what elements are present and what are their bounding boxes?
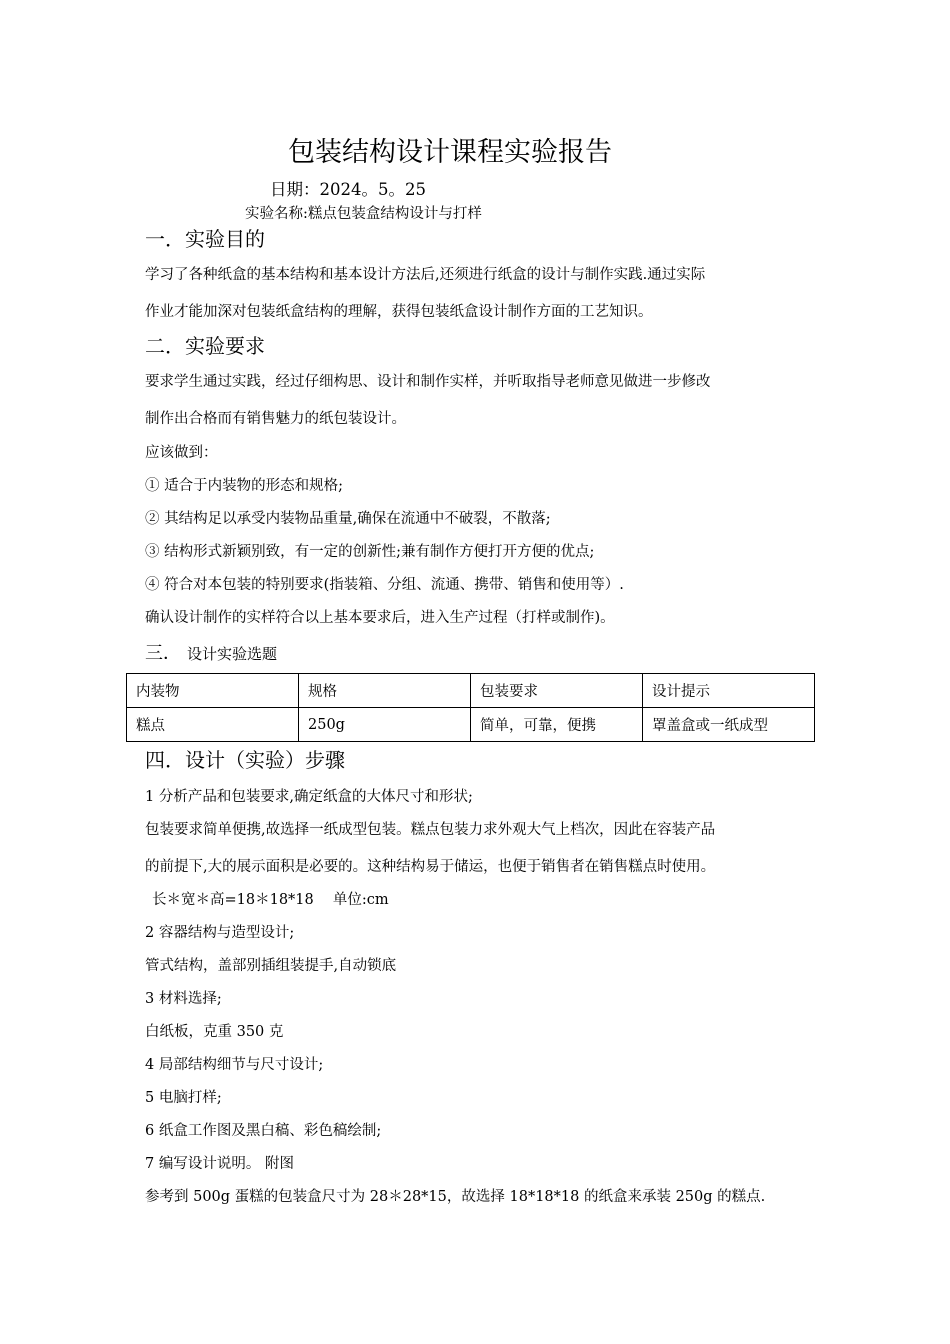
section2-line: 要求学生通过实践，经过仔细构思、设计和制作实样，并听取指导老师意见做进一步修改 xyxy=(145,374,711,390)
section1-heading: 一．实验目的 xyxy=(145,227,265,251)
step-line: 4 局部结构细节与尺寸设计; xyxy=(145,1057,324,1073)
report-date: 日期：2024。5。25 xyxy=(270,180,426,199)
section3-heading xyxy=(145,639,277,665)
step-line: 3 材料选择; xyxy=(145,991,222,1007)
spec-table xyxy=(126,673,815,742)
table-cell: 250g xyxy=(299,708,471,742)
document-title: 包装结构设计课程实验报告 xyxy=(288,137,612,168)
section1-line: 学习了各种纸盒的基本结构和基本设计方法后,还须进行纸盒的设计与制作实践.通过实际 xyxy=(145,267,706,283)
table-header-cell: 规格 xyxy=(299,674,471,708)
table-header-cell: 内装物 xyxy=(127,674,299,708)
table-cell: 罩盖盒或一纸成型 xyxy=(643,708,815,742)
step-line: 参考到 500g 蛋糕的包装盒尺寸为 28＊28*15，故选择 18*18*18 的纸盒来承装 250g 的糕点. xyxy=(145,1189,766,1205)
requirement-item: ④ 符合对本包装的特别要求(指装箱、分组、流通、携带、销售和使用等）. xyxy=(145,577,624,593)
section2-heading: 二．实验要求 xyxy=(145,334,265,358)
table-row xyxy=(127,708,815,742)
section2-line: 应该做到： xyxy=(145,445,218,461)
section1-line: 作业才能加深对包装纸盒结构的理解，获得包装纸盒设计制作方面的工艺知识。 xyxy=(145,304,653,320)
section3-heading-text: 设计实验选题 xyxy=(187,645,278,663)
step-line: 7 编写设计说明。 附图 xyxy=(145,1156,294,1172)
table-header-cell: 包装要求 xyxy=(471,674,643,708)
step-line: 5 电脑打样; xyxy=(145,1090,222,1106)
dimensions-line: 长＊宽＊高=18＊18*18 单位:cm xyxy=(152,892,389,908)
requirement-item: ③ 结构形式新颖别致，有一定的创新性;兼有制作方便打开方便的优点; xyxy=(145,544,595,560)
table-cell: 简单，可靠，便携 xyxy=(471,708,643,742)
experiment-name: 实验名称:糕点包装盒结构设计与打样 xyxy=(245,206,482,222)
step-line: 包装要求简单便携,故选择一纸成型包装。糕点包装力求外观大气上档次，因此在容装产品 xyxy=(145,822,716,838)
step-line: 管式结构，盖部别插组装提手,自动锁底 xyxy=(145,958,397,974)
section3-heading-number: 三． xyxy=(145,643,181,664)
table-header-row xyxy=(127,674,815,708)
step-line: 1 分析产品和包装要求,确定纸盒的大体尺寸和形状; xyxy=(145,789,473,805)
section2-line: 确认设计制作的实样符合以上基本要求后，进入生产过程（打样或制作)。 xyxy=(145,610,615,626)
table-cell: 糕点 xyxy=(127,708,299,742)
section4-heading: 四．设计（实验）步骤 xyxy=(145,748,345,772)
step-line: 6 纸盒工作图及黑白稿、彩色稿绘制; xyxy=(145,1123,382,1139)
requirement-item: ① 适合于内装物的形态和规格; xyxy=(145,478,343,494)
table-header-cell: 设计提示 xyxy=(643,674,815,708)
requirement-item: ② 其结构足以承受内装物品重量,确保在流通中不破裂，不散落; xyxy=(145,511,551,527)
step-line: 的前提下,大的展示面积是必要的。这种结构易于储运，也便于销售者在销售糕点时使用。 xyxy=(145,859,716,875)
step-line: 2 容器结构与造型设计; xyxy=(145,925,295,941)
section2-line: 制作出合格而有销售魅力的纸包装设计。 xyxy=(145,411,406,427)
step-line: 白纸板，克重 350 克 xyxy=(145,1024,284,1040)
